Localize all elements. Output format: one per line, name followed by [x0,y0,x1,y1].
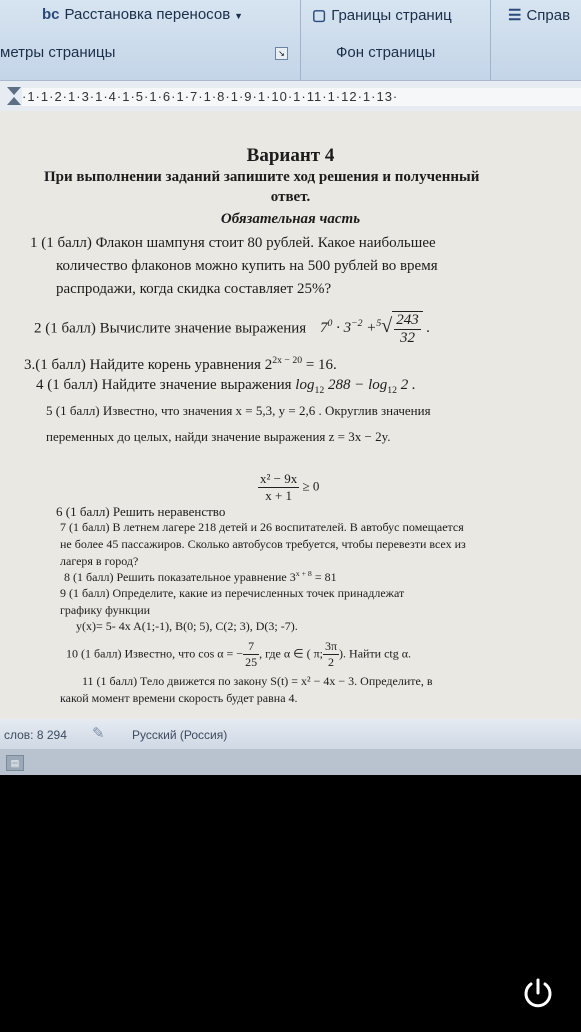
hyphenation-button[interactable] [42,6,243,23]
task-1-line-3: распродажи, когда скидка составляет 25%? [56,281,332,297]
taskbar-app-icon[interactable]: ▤ [6,755,24,771]
task-10-den-1: 25 [245,655,258,669]
task-11-line-1: 11 (1 балл) Тело движется по закону S(t) = x² − 4x − 3. Определите, в [82,674,433,688]
task-10 [66,639,411,670]
task-4-log: log [295,377,315,393]
status-bar [0,719,581,749]
task-1-line-1: 1 (1 балл) Флакон шампуня стоит 80 рублей. Какое наибольшее [30,235,436,251]
task-4 [36,377,416,396]
section-heading: Обязательная часть [220,211,361,227]
task-7-line-1: 7 (1 балл) В летнем лагере 218 детей и 26 воспитателей. В автобус помещается [60,520,464,534]
task-10-fraction-1 [243,639,259,670]
task-5-line-2: переменных до целых, найди значение выражения z = 3x − 2y. [46,429,391,444]
document-page[interactable] [0,111,581,719]
page-borders-icon: ▢ [312,7,327,24]
task-10-end: ). Найти ctg α. [339,646,412,661]
expr-end: . [426,320,431,337]
task-8-rest: = 81 [311,570,337,584]
page-title: Вариант 4 [246,145,335,166]
task-3-text: 3.(1 балл) Найдите корень уравнения 2 [24,357,273,373]
task-4-base-2: 12 [387,385,398,396]
task-3 [24,355,337,374]
help-button[interactable] [508,6,570,24]
list-icon: ☰ [508,7,522,24]
task-5-line-1: 5 (1 балл) Известно, что значения x = 5,3, y = 2,6 . Округлив значения [46,403,431,418]
ribbon-row-top [0,0,581,34]
language-indicator[interactable]: Русский (Россия) [132,728,228,742]
task-2-text: 2 (1 балл) Вычислите значение выражения [34,320,307,337]
task-4-arg-2: 2 . [397,377,416,393]
word-count[interactable]: слов: 8 294 [4,728,67,742]
hyphenation-label: Расстановка переносов [64,6,231,23]
expr-fraction [392,311,423,347]
task-6-denominator: x + 1 [265,488,293,503]
taskbar [0,749,581,775]
task-1-line-2: количество флаконов можно купить на 500 рублей во время [56,258,438,274]
page-borders-label: Границы страниц [331,7,452,24]
dialog-launcher-icon[interactable]: ↘ [275,47,288,60]
task-11-line-2: какой момент времени скорость будет равна 4. [60,691,298,705]
expr-base-a: 7 [319,320,328,337]
ribbon [0,0,581,80]
page-background-group-label: Фон страницы [336,44,436,61]
task-6-fraction [258,471,299,504]
task-9-line-3: y(x)= 5- 4x A(1;-1), B(0; 5), C(2; 3), D(3; -7). [76,619,298,633]
task-8-power: x + 8 [295,569,312,578]
ruler[interactable] [0,80,581,112]
task-10-den-2: 2 [328,655,334,669]
hanging-indent-marker[interactable] [7,97,21,105]
task-10-mid: , где α ∈ ( π; [259,646,323,661]
task-8 [64,569,337,585]
task-10-num-2: 3π [324,639,338,653]
task-6-inequality [258,471,319,504]
task-4-text: 4 (1 балл) Найдите значение выражения [36,377,292,393]
root-index: 5 [376,318,382,330]
instruction-line-1: При выполнении заданий запишите ход решения и полученный [44,169,480,185]
expr-pow-a: 0 [327,318,333,330]
radical-icon: √ [381,315,393,338]
task-2-expression [319,312,431,346]
task-6-relation: ≥ 0 [302,478,320,494]
task-4-arg-1: 288 − log [324,377,388,393]
task-9-line-1: 9 (1 балл) Определите, какие из перечисленных точек принадлежат [60,586,405,600]
chevron-down-icon: ▼ [234,11,244,21]
first-line-indent-marker[interactable] [7,87,21,95]
ruler-scale: ·1·1·2·1·3·1·4·1·5·1·6·1·7·1·8·1·9·1·10·1·11·1·12·1·13· [22,88,581,106]
task-2 [34,311,430,347]
expr-pow-b: −2 [351,318,363,330]
expr-denominator: 32 [400,330,416,346]
task-10-fraction-2 [323,639,339,670]
task-4-base-1: 12 [314,385,325,396]
expr-plus: + [366,320,377,337]
expr-numerator: 243 [396,312,419,328]
page-borders-button[interactable] [312,6,452,24]
instruction-line-2: ответ. [270,189,311,205]
hyphenation-icon: bc [42,6,60,23]
task-10-text: 10 (1 балл) Известно, что cos α = − [66,646,244,661]
task-6-numerator: x² − 9x [260,471,298,486]
task-6-text: 6 (1 балл) Решить неравенство [56,504,226,519]
power-icon[interactable] [520,975,556,1011]
proofing-icon[interactable]: ✎ [92,725,105,742]
page-setup-group-label: метры страницы [0,44,116,61]
task-9-line-2: графику функции [60,603,151,617]
task-7-line-2: не более 45 пассажиров. Сколько автобусов требуется, чтобы перевезти всех из [60,537,466,551]
task-8-text: 8 (1 балл) Решить показательное уравнение 3 [64,570,296,584]
help-label: Справ [526,7,571,24]
ribbon-row-bottom [0,38,581,72]
task-10-num-1: 7 [243,639,259,655]
expr-base-b: · 3 [336,320,352,337]
task-7-line-3: лагеря в город? [60,554,139,568]
task-3-rest: = 16. [302,357,337,373]
task-3-power: 2x − 20 [272,355,303,366]
